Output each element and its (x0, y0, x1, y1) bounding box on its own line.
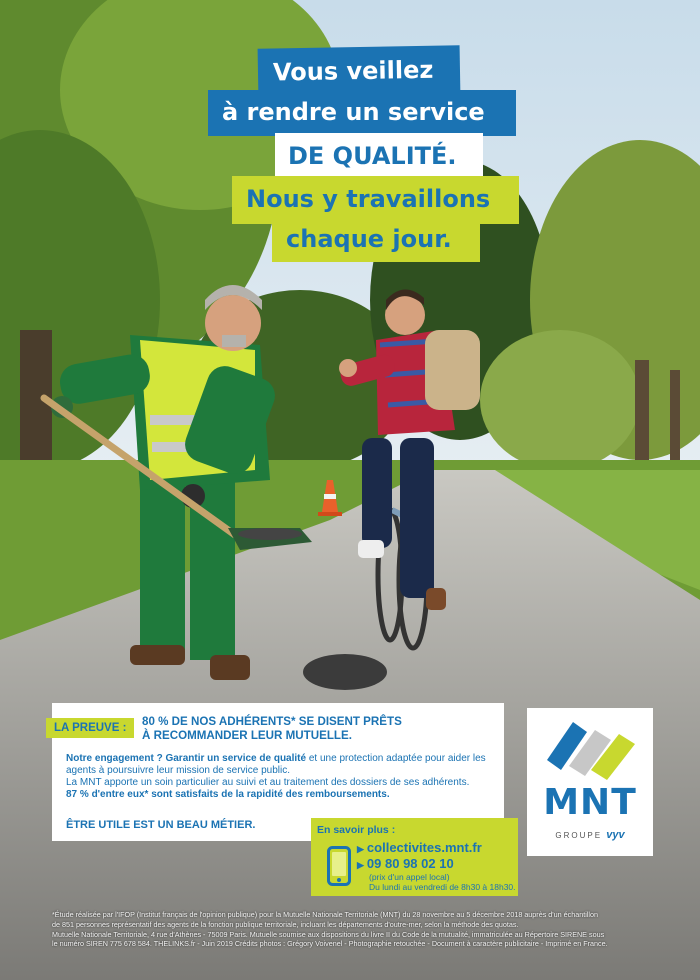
proof-body (66, 753, 496, 801)
proof-badge: LA PREUVE : (46, 718, 134, 738)
phone-price-note: (prix d'un appel local) (369, 872, 450, 882)
mnt-logo-card (527, 708, 653, 856)
headline-line-4 (232, 176, 519, 224)
mnt-logo-mark (527, 708, 653, 788)
headline-line-5 (272, 218, 480, 262)
headline-text-2: à rendre un service (222, 98, 485, 126)
proof-tagline: ÊTRE UTILE EST UN BEAU MÉTIER. (66, 819, 256, 831)
proof-body-para-3 (66, 789, 496, 801)
phone-note (369, 872, 516, 892)
proof-headline (142, 715, 472, 743)
legal-line-1: *Étude réalisée par l'IFOP (Institut français de l'opinion publique) pour la Mutuelle Nationale Territoriale (MNT) du 28 novembre au 5 décembre 2018 auprès d'un échantillon (52, 910, 599, 919)
legal-line-3: Mutuelle Nationale Territoriale, 4 rue d'Athènes - 75009 Paris. Mutuelle soumise aux dispositions du livre II du Code de la mutualité, immatriculée au Répertoire SIRENE sous (52, 929, 605, 939)
proof-body-para-1 (66, 753, 496, 777)
phone-number: 09 80 98 02 10 (366, 856, 454, 871)
website-url: collectivites.mnt.fr (366, 840, 482, 855)
phone-hours: Du lundi au vendredi de 8h30 à 18h30. (369, 882, 516, 892)
contact-box (311, 818, 518, 896)
groupe-vyv (527, 829, 653, 841)
headline-text-3: DE QUALITÉ. (288, 142, 457, 170)
headline-line-2 (208, 90, 516, 136)
proof-headline-line-2: À RECOMMANDER LEUR MUTUELLE. (142, 729, 352, 742)
contact-label: En savoir plus : (317, 824, 396, 836)
arrow-right-icon: ▶ (357, 844, 364, 854)
headline-text-1: Vous veillez (272, 55, 434, 87)
headline-text-4: Nous y travaillons (246, 185, 491, 213)
proof-body-rest: et une protection adaptée pour aider les agents à poursuivre leur mission de service public. (66, 753, 486, 776)
arrow-right-icon: ▶ (357, 860, 364, 870)
headline-line-3 (275, 133, 483, 179)
phone-link[interactable] (357, 856, 454, 871)
groupe-label: GROUPE (555, 831, 603, 840)
website-link[interactable] (357, 840, 482, 855)
proof-body-bold: 87 % d'entre eux* sont satisfaits de la rapidité des remboursements. (66, 789, 390, 800)
proof-body-para-2: La MNT apporte un soin particulier au suivi et au traitement des dossiers de ses adhérents. (66, 777, 470, 788)
proof-headline-line-1: 80 % DE NOS ADHÉRENTS* SE DISENT PRÊTS (142, 715, 402, 728)
legal-line-4: le numéro SIREN 775 678 584. THELINKS.fr - Juin 2019 Crédits photos : Grégory Voivenel - Photographie retouchée - Document à caractère publicitaire - Imprimé en France. (52, 939, 608, 949)
mnt-wordmark: MNT (543, 782, 637, 823)
legal-notice (52, 910, 652, 949)
smartphone-icon (327, 846, 351, 886)
asphalt-patch (303, 654, 387, 690)
legal-line-2: de 851 personnes représentatif des agents de la fonction publique territoriale, incluant les départements d'outre-mer, selon la méthode des quotas. (52, 919, 519, 929)
headline-text-5: chaque jour. (286, 225, 452, 253)
vyv-label: vyv (606, 829, 625, 841)
proof-body-lead: Notre engagement ? Garantir un service de qualité (66, 753, 307, 764)
